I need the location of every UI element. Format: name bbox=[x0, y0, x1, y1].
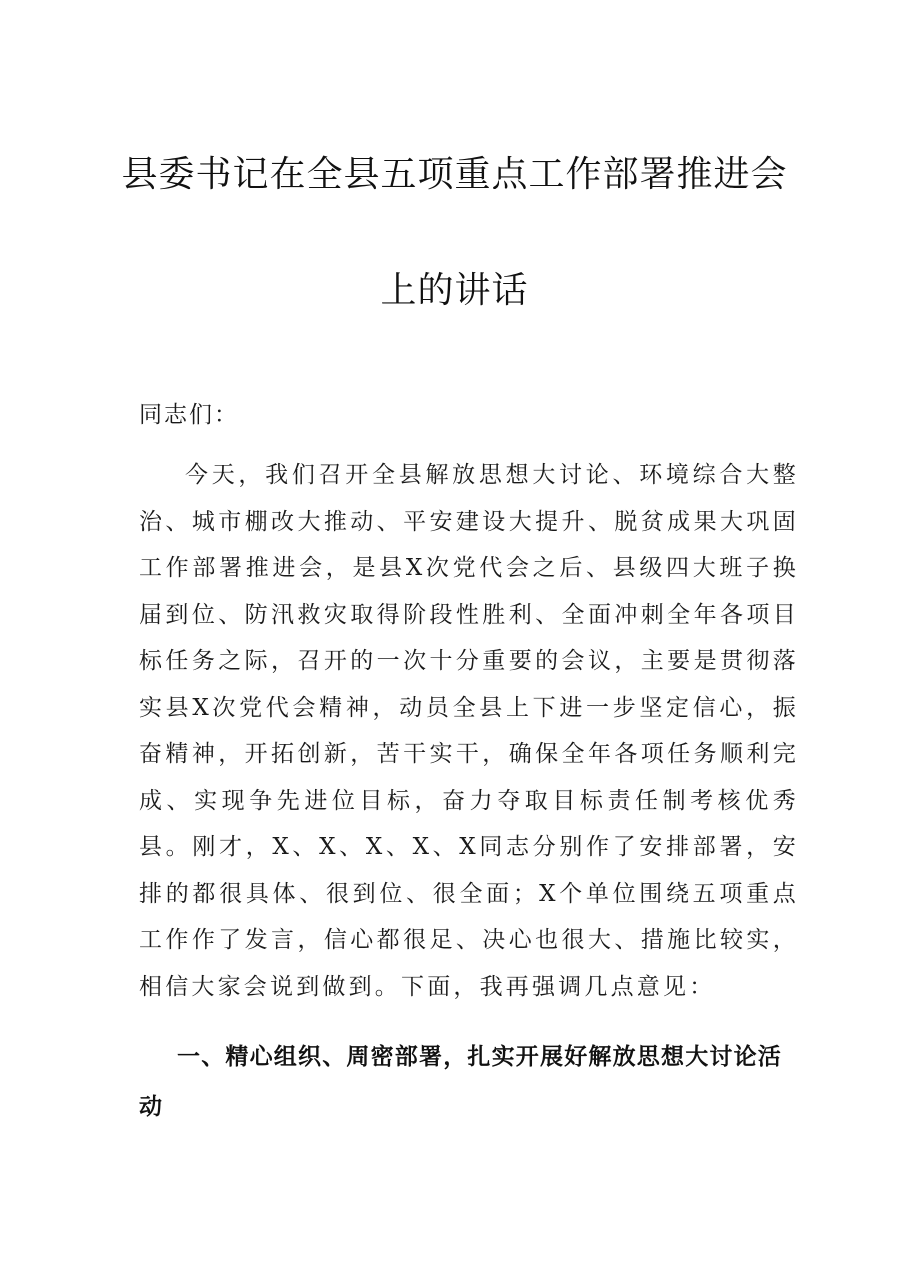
document-title-line-2: 上的讲话 bbox=[380, 270, 529, 311]
document-title-line-1: 县委书记在全县五项重点工作部署推进会 bbox=[121, 154, 788, 195]
section-heading: 一、精心组织、周密部署，扎实开展好解放思想大讨论活动 bbox=[139, 1043, 782, 1120]
body-paragraph: 今天，我们召开全县解放思想大讨论、环境综合大整治、城市棚改大推动、平安建设大提升、脱贫成果大巩固工作部署推进会，是县X次党代会之后、县级四大班子换届到位、防汛救灾取得阶段性胜利、全面冲刺全年各项目标任务之际，召开的一次十分重要的会议，主要是贯彻落实县X次党代会精神，动员全县上下进一步坚定信心，振奋精神，开拓创新，苦干实干，确保全年各项任务顺利完成、实现争先进位目标，奋力夺取目标责任制考核优秀县。刚才，X、X、X、X、X同志分别作了安排部署，安排的都很具体、很到位、很全面；X个单位围绕五项重点工作作了发言，信心都很足、决心也很大、措施比较实，相信大家会说到做到。下面，我再强调几点意见： bbox=[139, 462, 799, 1000]
salutation: 同志们： bbox=[139, 402, 239, 428]
